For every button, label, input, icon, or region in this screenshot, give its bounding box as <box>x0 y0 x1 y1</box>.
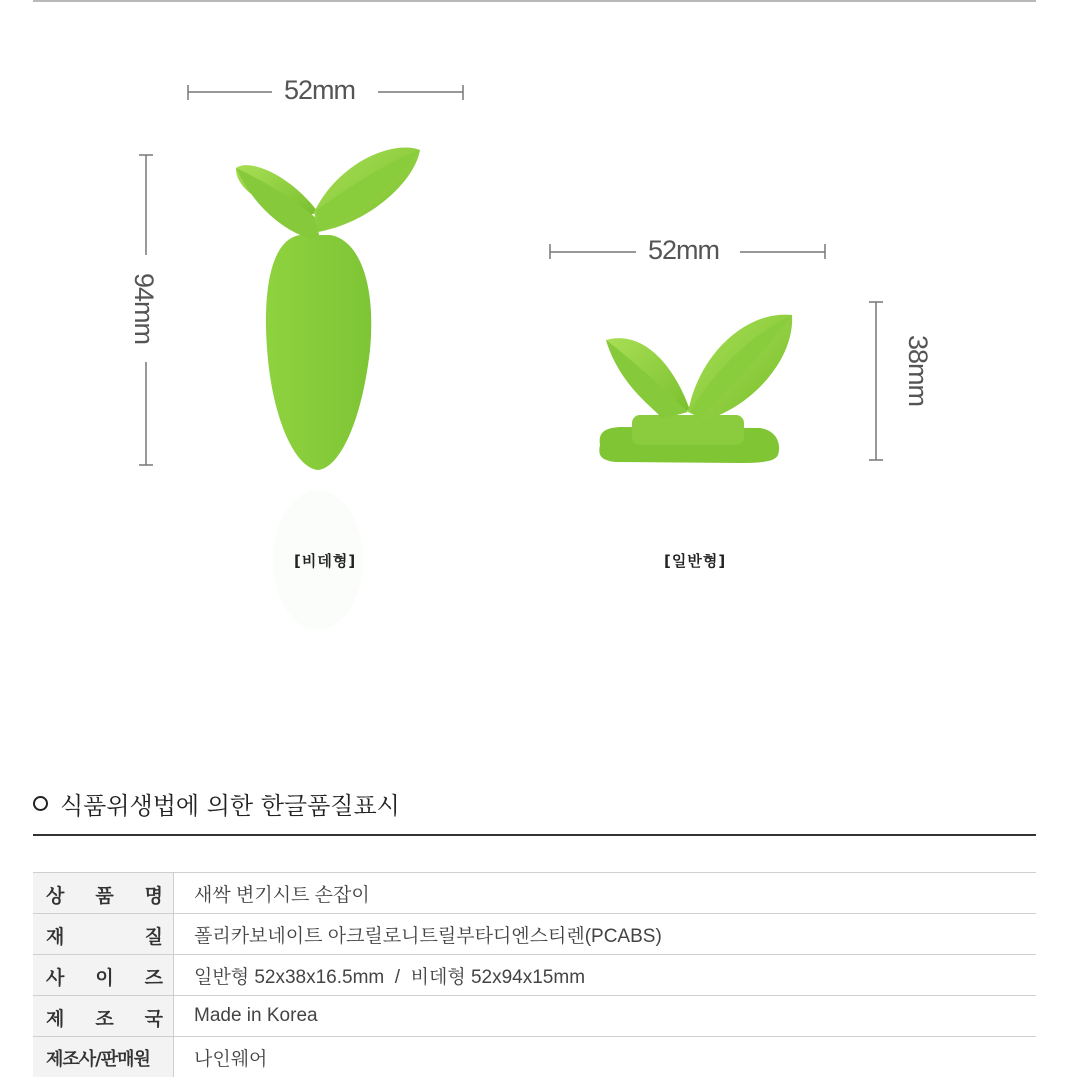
normal-sprout-image <box>599 315 792 463</box>
table-row <box>33 996 1036 1037</box>
normal-width-label: 52mm <box>648 235 719 266</box>
normal-height-label: 38mm <box>902 335 933 406</box>
table-row <box>33 914 1036 955</box>
key-char: 조 <box>95 1004 113 1031</box>
bidet-height-label: 94mm <box>128 273 159 344</box>
key-char: 제조사/판매원 <box>46 1045 150 1071</box>
section-heading <box>33 786 400 821</box>
normal-height-dimension <box>869 302 883 460</box>
spec-value: 나인웨어 <box>174 1037 1037 1077</box>
key-char: 즈 <box>145 963 163 990</box>
key-char: 질 <box>145 922 163 949</box>
section-divider <box>33 834 1036 836</box>
section-title: 식품위생법에 의한 한글품질표시 <box>60 786 400 821</box>
circle-bullet-icon <box>33 796 48 811</box>
normal-caption: [일반형] <box>664 550 726 571</box>
table-row <box>33 873 1036 914</box>
spec-value: 일반형 52x38x16.5mm / 비데형 52x94x15mm <box>174 955 1037 996</box>
spec-key <box>33 955 174 996</box>
spec-value: Made in Korea <box>174 996 1037 1037</box>
bidet-caption: [비데형] <box>294 550 356 571</box>
key-char: 국 <box>145 1004 163 1031</box>
key-char: 품 <box>95 881 113 908</box>
key-char: 사 <box>46 963 64 990</box>
spec-table <box>33 872 1036 1077</box>
spec-value: 새싹 변기시트 손잡이 <box>174 873 1037 914</box>
key-char: 상 <box>46 881 64 908</box>
table-row <box>33 955 1036 996</box>
spec-key <box>33 914 174 955</box>
bidet-width-label: 52mm <box>284 75 355 106</box>
spec-key <box>33 996 174 1037</box>
spec-value: 폴리카보네이트 아크릴로니트릴부타디엔스티렌(PCABS) <box>174 914 1037 955</box>
key-char: 제 <box>46 1004 64 1031</box>
key-char: 이 <box>95 963 113 990</box>
key-char: 재 <box>46 922 64 949</box>
spec-key <box>33 873 174 914</box>
key-char: 명 <box>145 881 163 908</box>
